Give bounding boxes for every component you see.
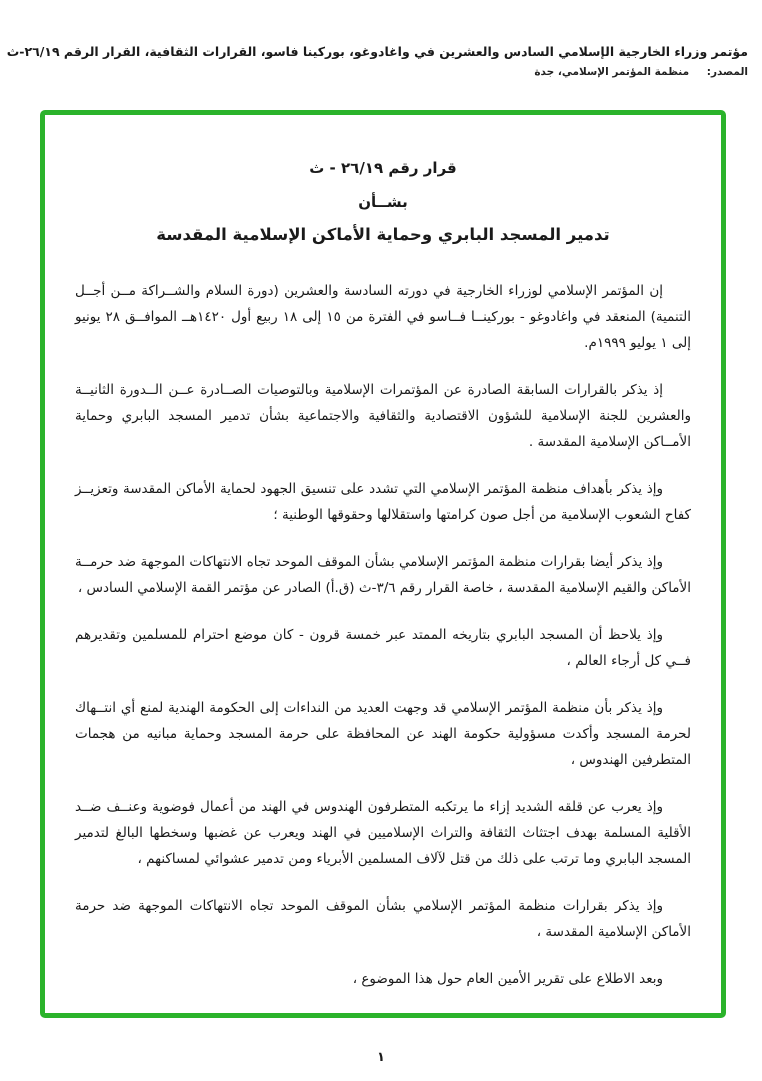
source-label: المصدر: <box>706 66 748 78</box>
paragraph: وإذ يذكر أيضا بقرارات منظمة المؤتمر الإسلامي بشأن الموقف الموحد تجاه الانتهاكات الموجهة ضد حرمــة الأماكن والقيم الإسلامية المقدسة ، خاصة القرار رقم ٣/٦-ث (ق.أ) الصادر عن مؤتمر القمة الإسلامي السادس ، <box>75 554 691 596</box>
paragraph: إن المؤتمر الإسلامي لوزراء الخارجية في دورته السادسة والعشرين (دورة السلام والشــراكة مــن أجــل التنمية) المنعقد في واغادوغو - بوركينــا فــاسو في الفترة من ١٥ إلى ١٨ ربيع أول ١٤٢٠هــ الموافــق ٢٨ يونيو إلى ١ يوليو ١٩٩٩م. <box>75 283 691 351</box>
header-citation: مؤتمر وزراء الخارجية الإسلامي السادس والعشرين في واغادوغو، بوركينا فاسو، القرارات الثقافية، القرار الرقم ٢٦/١٩-ث <box>6 44 748 59</box>
page-number: ١ <box>377 1050 385 1065</box>
resolution-number-heading: قرار رقم ٢٦/١٩ - ث <box>309 159 457 177</box>
resolution-titles <box>75 159 691 244</box>
page-header <box>6 44 748 78</box>
paragraph: وإذ يذكر بأن منظمة المؤتمر الإسلامي قد وجهت العديد من النداءات إلى الحكومة الهندية لمنع أي انتــهاك لحرمة المسجد وأكدت مسؤولية حكومة الهند عن المحافظة على حرمة المسجد وحماية مبانيه من هجمات المتطرفين الهندوس ، <box>75 700 691 768</box>
source-value: منظمة المؤتمر الإسلامي، جدة <box>534 66 690 78</box>
subject-heading: تدمير المسجد البابري وحماية الأماكن الإسلامية المقدسة <box>156 225 610 244</box>
paragraph: وإذ يذكر بقرارات منظمة المؤتمر الإسلامي بشأن الموقف الموحد تجاه الانتهاكات الموجهة ضد حرمة الأماكن الإسلامية المقدسة ، <box>75 898 691 940</box>
regarding-heading: بشــأن <box>358 193 408 211</box>
document-frame <box>40 110 726 1018</box>
paragraph: وإذ يذكر بأهداف منظمة المؤتمر الإسلامي التي تشدد على تنسيق الجهود لحماية الأماكن المقدسة وتعزيــز كفاح الشعوب الإسلامية من أجل صون كرامتها واستقلالها وحقوقها الوطنية ؛ <box>75 481 691 523</box>
paragraph: وبعد الاطلاع على تقرير الأمين العام حول هذا الموضوع ، <box>352 971 663 987</box>
paragraph: وإذ يلاحظ أن المسجد البابري بتاريخه الممتد عبر خمسة قرون - كان موضع احترام للمسلمين وتقديرهم فــي كل أرجاء العالم ، <box>75 627 691 669</box>
paragraph: إذ يذكر بالقرارات السابقة الصادرة عن المؤتمرات الإسلامية وبالتوصيات الصــادرة عــن الــدورة الثانيــة والعشرين للجنة الإسلامية للشؤون الاقتصادية والثقافية والاجتماعية بشأن تدمير المسجد البابري وحماية الأمــاكن الإسلامية المقدسة . <box>75 382 691 450</box>
paragraph: وإذ يعرب عن قلقه الشديد إزاء ما يرتكبه المتطرفون الهندوس في الهند من أعمال فوضوية وعنــف ضــد الأقلية المسلمة بهدف اجتثاث الثقافة والتراث الإسلاميين في الهند ويعرب عن غضبها وسخطها البالغ لتدمير المسجد البابري وما ترتب على ذلك من قتل لآلاف المسلمين الأبرياء ومن تدمير عشوائي لمساكنهم ، <box>75 799 691 867</box>
resolution-body <box>75 278 691 992</box>
source-line <box>14 66 748 78</box>
